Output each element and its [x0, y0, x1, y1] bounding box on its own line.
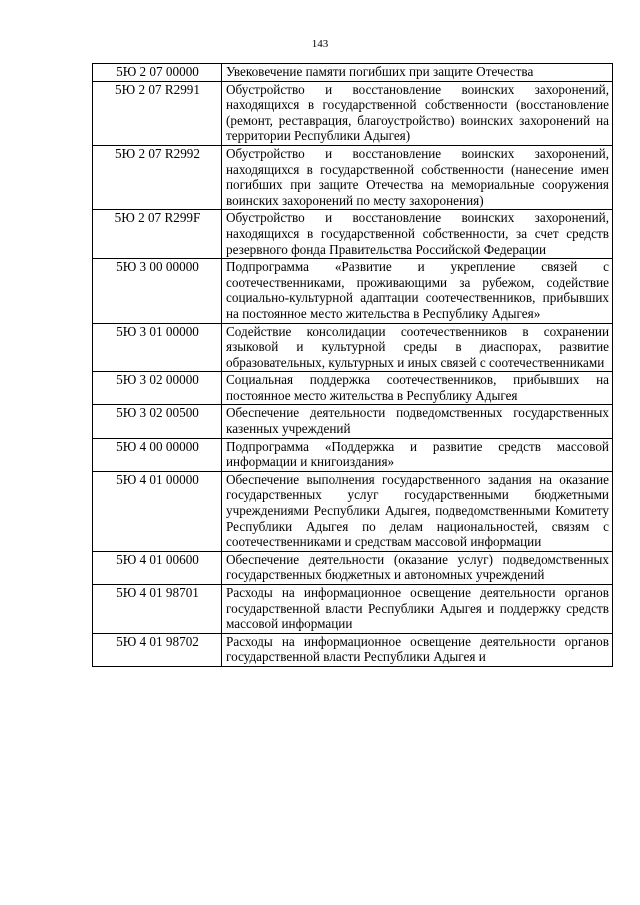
target-article-code: 5Ю 2 07 00000	[93, 64, 222, 82]
target-article-description: Подпрограмма «Поддержка и развитие средств массовой информации и книгоиздания»	[222, 438, 613, 471]
target-article-description: Обустройство и восстановление воинских захоронений, находящихся в государственной собственности, за счет средств резервного фонда Правительства Российской Федерации	[222, 210, 613, 259]
table-row	[93, 64, 613, 82]
table-row	[93, 438, 613, 471]
target-article-code: 5Ю 4 00 00000	[93, 438, 222, 471]
target-article-description: Обеспечение деятельности подведомственных государственных казенных учреждений	[222, 405, 613, 438]
budget-classification-table	[92, 63, 613, 667]
target-article-description: Социальная поддержка соотечественников, прибывших на постоянное место жительства в Республику Адыгея	[222, 372, 613, 405]
target-article-code: 5Ю 2 07 R299F	[93, 210, 222, 259]
table-row	[93, 259, 613, 323]
target-article-code: 5Ю 2 07 R2991	[93, 81, 222, 145]
target-article-description: Содействие консолидации соотечественников в сохранении языковой и культурной среды в диаспорах, развитие образовательных, культурных и иных связей с соотечественниками	[222, 323, 613, 372]
page-number: 143	[311, 38, 329, 50]
target-article-code: 5Ю 3 01 00000	[93, 323, 222, 372]
target-article-code: 5Ю 4 01 98702	[93, 633, 222, 666]
target-article-description: Расходы на информационное освещение деятельности органов государственной власти Республики Адыгея и	[222, 633, 613, 666]
target-article-code: 5Ю 3 00 00000	[93, 259, 222, 323]
target-article-code: 5Ю 3 02 00000	[93, 372, 222, 405]
target-article-description: Обеспечение выполнения государственного задания на оказание государственных услуг государственными бюджетными учреждениями Республики Адыгея, подведомственными Комитету Республики Адыгея по делам национальностей, связям с соотечественниками и средствам массовой информации	[222, 471, 613, 551]
table-row	[93, 633, 613, 666]
target-article-description: Подпрограмма «Развитие и укрепление связей с соотечественниками, проживающими за рубежом, содействие социально-культурной адаптации соотечественников, прибывших на постоянное место жительства в Республику Адыгея»	[222, 259, 613, 323]
target-article-code: 5Ю 4 01 98701	[93, 585, 222, 634]
target-article-description: Обеспечение деятельности (оказание услуг) подведомственных государственных бюджетных и автономных учреждений	[222, 551, 613, 584]
table-row	[93, 323, 613, 372]
table-row	[93, 405, 613, 438]
table-row	[93, 551, 613, 584]
table-row	[93, 585, 613, 634]
table-row	[93, 145, 613, 209]
table-row	[93, 471, 613, 551]
target-article-code: 5Ю 4 01 00000	[93, 471, 222, 551]
table-row	[93, 210, 613, 259]
table-row	[93, 81, 613, 145]
target-article-code: 5Ю 4 01 00600	[93, 551, 222, 584]
target-article-description: Обустройство и восстановление воинских захоронений, находящихся в государственной собственности (нанесение имен погибших при защите Отечества на мемориальные сооружения воинских захоронений по месту захоронения)	[222, 145, 613, 209]
target-article-code: 5Ю 2 07 R2992	[93, 145, 222, 209]
target-article-code: 5Ю 3 02 00500	[93, 405, 222, 438]
target-article-description: Увековечение памяти погибших при защите Отечества	[222, 64, 613, 82]
table-row	[93, 372, 613, 405]
target-article-description: Расходы на информационное освещение деятельности органов государственной власти Республики Адыгея и поддержку средств массовой информации	[222, 585, 613, 634]
target-article-description: Обустройство и восстановление воинских захоронений, находящихся в государственной собственности (восстановление (ремонт, реставрация, благоустройство) воинских захоронений на территории Республики Адыгея)	[222, 81, 613, 145]
